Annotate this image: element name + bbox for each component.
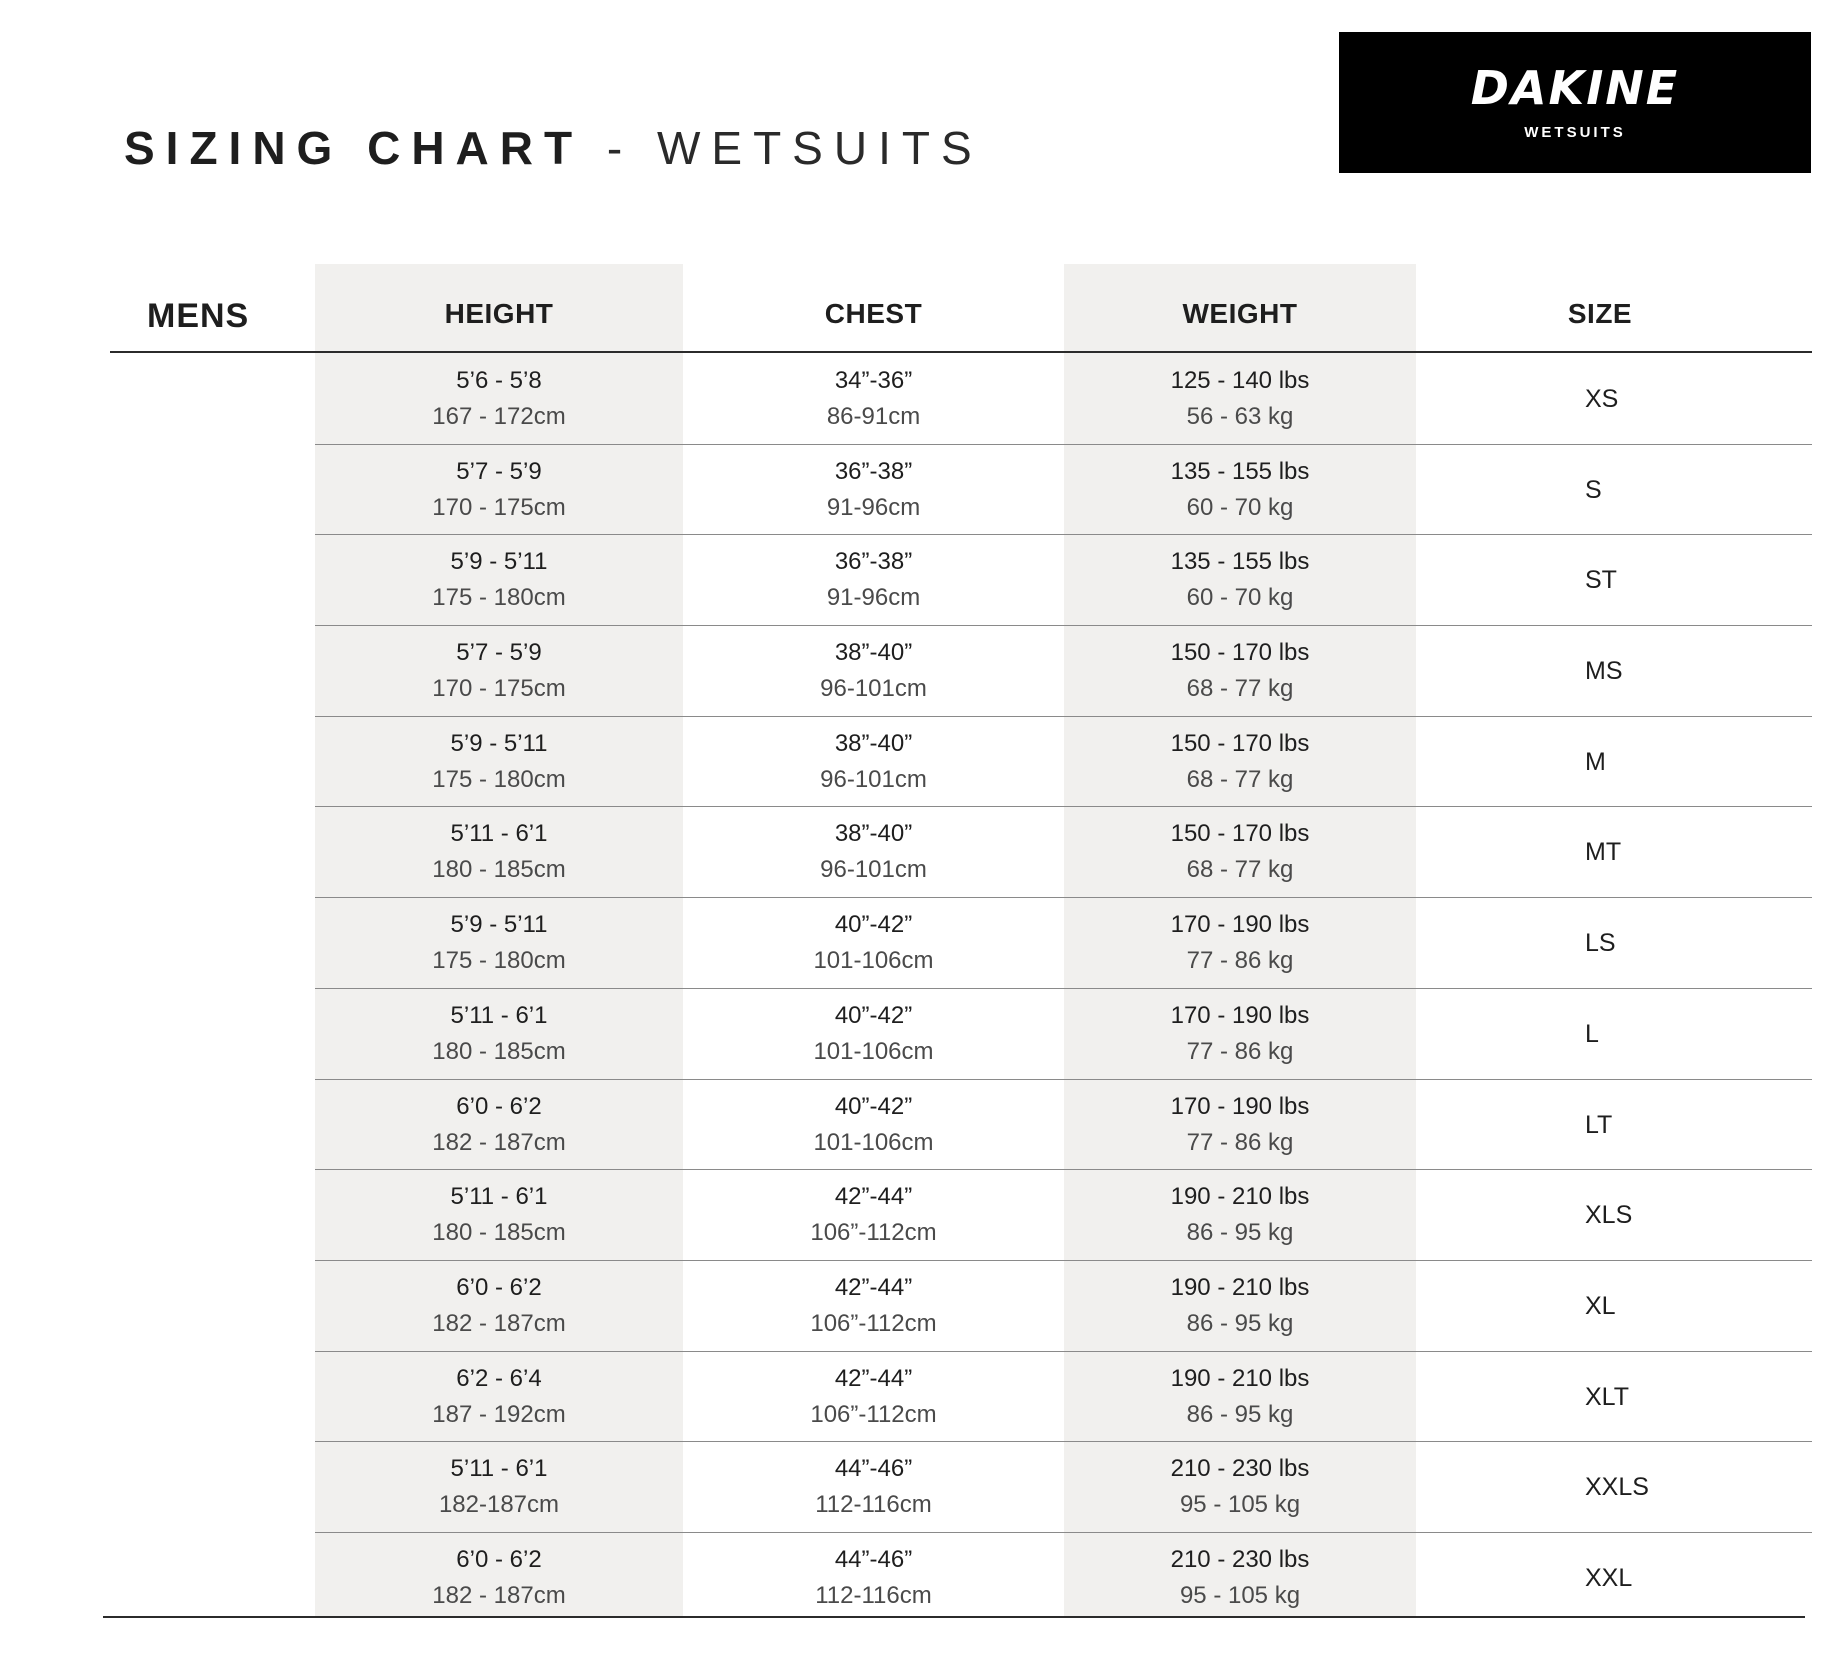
height-metric: 182 - 187cm — [432, 1581, 566, 1609]
table-row — [315, 535, 1812, 626]
chest-cell — [683, 1261, 1064, 1351]
chest-metric: 91-96cm — [826, 584, 921, 612]
table-row — [315, 626, 1812, 717]
height-cell — [315, 1261, 683, 1351]
height-imperial: 5’7 - 5’9 — [456, 639, 542, 667]
height-cell — [315, 989, 683, 1079]
table-row — [315, 1352, 1812, 1443]
height-imperial: 5’9 - 5’11 — [450, 911, 548, 939]
height-cell — [315, 354, 683, 444]
height-metric: 170 - 175cm — [432, 493, 566, 521]
height-metric: 167 - 172cm — [432, 403, 566, 430]
height-imperial: 5’11 - 6’1 — [450, 820, 548, 848]
chest-imperial: 34”-36” — [834, 367, 913, 394]
size-cell: L — [1585, 1019, 1599, 1048]
weight-metric: 56 - 63 kg — [1186, 403, 1294, 430]
weight-cell — [1064, 1442, 1416, 1532]
size-cell: ST — [1585, 566, 1617, 595]
weight-imperial: 170 - 190 lbs — [1170, 1001, 1310, 1029]
weight-cell — [1064, 807, 1416, 897]
weight-metric: 77 - 86 kg — [1186, 947, 1294, 975]
height-imperial: 6’0 - 6’2 — [456, 1273, 542, 1301]
height-cell — [315, 535, 683, 625]
height-metric: 175 - 180cm — [432, 947, 566, 975]
height-metric: 180 - 185cm — [432, 1219, 566, 1247]
height-cell — [315, 626, 683, 716]
weight-imperial: 150 - 170 lbs — [1170, 820, 1310, 848]
chest-cell — [683, 1080, 1064, 1170]
height-metric: 170 - 175cm — [432, 675, 566, 703]
size-cell: XL — [1585, 1291, 1616, 1320]
chest-cell — [683, 626, 1064, 716]
chest-metric: 106”-112cm — [810, 1400, 937, 1428]
height-cell — [315, 1352, 683, 1442]
chest-imperial: 42”-44” — [834, 1364, 913, 1392]
chest-metric: 106”-112cm — [810, 1309, 937, 1337]
weight-metric: 68 - 77 kg — [1186, 856, 1294, 884]
chest-imperial: 36”-38” — [834, 548, 913, 576]
chest-imperial: 40”-42” — [834, 1092, 913, 1120]
height-cell — [315, 445, 683, 535]
weight-cell — [1064, 898, 1416, 988]
height-metric: 180 - 185cm — [432, 856, 566, 884]
size-cell: XXLS — [1585, 1473, 1649, 1502]
height-metric: 187 - 192cm — [432, 1400, 566, 1428]
height-cell — [315, 717, 683, 807]
size-cell: XLT — [1585, 1382, 1629, 1411]
height-imperial: 6’0 - 6’2 — [456, 1545, 542, 1573]
weight-metric: 95 - 105 kg — [1179, 1491, 1301, 1519]
table-row — [315, 989, 1812, 1080]
column-header-height: HEIGHT — [444, 298, 554, 329]
table-row — [315, 1080, 1812, 1171]
column-header-size: SIZE — [1567, 298, 1633, 329]
brand-logo — [1339, 32, 1811, 173]
chest-imperial: 44”-46” — [834, 1455, 913, 1483]
height-cell — [315, 1533, 683, 1624]
table-row — [315, 1533, 1812, 1624]
chest-cell — [683, 898, 1064, 988]
weight-cell — [1064, 989, 1416, 1079]
size-cell: S — [1585, 475, 1602, 504]
weight-imperial: 135 - 155 lbs — [1170, 548, 1310, 576]
sizing-table-body — [315, 354, 1812, 1624]
weight-imperial: 135 - 155 lbs — [1170, 457, 1310, 485]
height-imperial: 5’9 - 5’11 — [450, 729, 548, 757]
height-imperial: 5’11 - 6’1 — [450, 1183, 548, 1211]
chest-imperial: 38”-40” — [834, 729, 913, 757]
chest-cell — [683, 1352, 1064, 1442]
height-metric: 182-187cm — [438, 1491, 560, 1519]
weight-cell — [1064, 535, 1416, 625]
chest-metric: 86-91cm — [826, 403, 921, 430]
chest-metric: 101-106cm — [813, 1128, 934, 1156]
weight-imperial: 190 - 210 lbs — [1170, 1183, 1310, 1211]
weight-imperial: 190 - 210 lbs — [1170, 1364, 1310, 1392]
weight-imperial: 190 - 210 lbs — [1170, 1273, 1310, 1301]
chest-metric: 96-101cm — [820, 765, 927, 793]
weight-imperial: 170 - 190 lbs — [1170, 1092, 1310, 1120]
chest-cell — [683, 445, 1064, 535]
size-cell: M — [1585, 747, 1606, 776]
height-cell — [315, 1170, 683, 1260]
size-cell: MT — [1585, 838, 1622, 867]
height-cell — [315, 1442, 683, 1532]
brand-logo-wordmark: DAKINE — [1470, 61, 1680, 115]
chest-metric: 112-116cm — [815, 1581, 932, 1609]
height-imperial: 5’11 - 6’1 — [450, 1455, 548, 1483]
height-metric: 175 - 180cm — [432, 584, 566, 612]
chest-metric: 101-106cm — [813, 947, 934, 975]
height-cell — [315, 898, 683, 988]
chest-cell — [683, 807, 1064, 897]
weight-metric: 86 - 95 kg — [1186, 1309, 1294, 1337]
brand-logo-subtext: WETSUITS — [1524, 124, 1626, 141]
weight-imperial: 150 - 170 lbs — [1170, 639, 1310, 667]
weight-cell — [1064, 445, 1416, 535]
chest-metric: 101-106cm — [813, 1037, 934, 1065]
header-divider — [110, 351, 1812, 353]
table-bottom-divider — [103, 1616, 1805, 1618]
table-row — [315, 354, 1812, 445]
size-cell: XS — [1585, 385, 1619, 413]
weight-cell — [1064, 626, 1416, 716]
chest-cell — [683, 1533, 1064, 1624]
chest-imperial: 38”-40” — [834, 820, 913, 848]
chest-metric: 106”-112cm — [810, 1219, 937, 1247]
size-cell: LT — [1585, 1110, 1613, 1139]
weight-cell — [1064, 1080, 1416, 1170]
height-metric: 182 - 187cm — [432, 1309, 566, 1337]
chest-metric: 112-116cm — [815, 1491, 932, 1519]
weight-cell — [1064, 1352, 1416, 1442]
weight-cell — [1064, 1261, 1416, 1351]
height-metric: 175 - 180cm — [432, 765, 566, 793]
weight-metric: 60 - 70 kg — [1186, 584, 1294, 612]
page-title-sub: - WETSUITS — [583, 122, 983, 174]
height-cell — [315, 1080, 683, 1170]
page-title-main: SIZING CHART — [124, 122, 584, 174]
weight-metric: 95 - 105 kg — [1179, 1581, 1301, 1609]
table-row — [315, 445, 1812, 536]
column-header-chest: CHEST — [824, 298, 923, 329]
weight-imperial: 125 - 140 lbs — [1170, 367, 1310, 394]
size-cell: XXL — [1585, 1563, 1633, 1592]
chest-imperial: 40”-42” — [834, 1001, 913, 1029]
chest-imperial: 40”-42” — [834, 911, 913, 939]
weight-metric: 77 - 86 kg — [1186, 1037, 1294, 1065]
chest-cell — [683, 1170, 1064, 1260]
height-imperial: 5’7 - 5’9 — [456, 457, 542, 485]
chest-imperial: 42”-44” — [834, 1183, 913, 1211]
table-row — [315, 1170, 1812, 1261]
height-imperial: 5’11 - 6’1 — [450, 1001, 548, 1029]
weight-cell — [1064, 1170, 1416, 1260]
height-imperial: 6’0 - 6’2 — [456, 1092, 542, 1120]
chest-cell — [683, 354, 1064, 444]
table-row — [315, 898, 1812, 989]
size-cell: LS — [1585, 929, 1616, 958]
weight-imperial: 210 - 230 lbs — [1170, 1455, 1310, 1483]
chest-imperial: 36”-38” — [834, 457, 913, 485]
height-metric: 182 - 187cm — [432, 1128, 566, 1156]
category-label: MENS — [147, 297, 250, 335]
size-cell: XLS — [1585, 1201, 1633, 1230]
chest-metric: 96-101cm — [820, 856, 927, 884]
chest-imperial: 44”-46” — [834, 1545, 913, 1573]
chest-cell — [683, 717, 1064, 807]
height-imperial: 5’9 - 5’11 — [450, 548, 548, 576]
table-row — [315, 1261, 1812, 1352]
weight-imperial: 210 - 230 lbs — [1170, 1545, 1310, 1573]
weight-metric: 60 - 70 kg — [1186, 493, 1294, 521]
weight-metric: 68 - 77 kg — [1186, 675, 1294, 703]
weight-imperial: 170 - 190 lbs — [1170, 911, 1310, 939]
table-row — [315, 807, 1812, 898]
weight-imperial: 150 - 170 lbs — [1170, 729, 1310, 757]
weight-metric: 77 - 86 kg — [1186, 1128, 1294, 1156]
chest-metric: 96-101cm — [820, 675, 927, 703]
height-imperial: 5’6 - 5’8 — [456, 367, 542, 394]
weight-cell — [1064, 717, 1416, 807]
size-cell: MS — [1585, 657, 1623, 686]
chest-cell — [683, 989, 1064, 1079]
weight-metric: 68 - 77 kg — [1186, 765, 1294, 793]
weight-cell — [1064, 354, 1416, 444]
table-row — [315, 1442, 1812, 1533]
chest-imperial: 42”-44” — [834, 1273, 913, 1301]
height-metric: 180 - 185cm — [432, 1037, 566, 1065]
column-header-weight: WEIGHT — [1182, 298, 1298, 329]
weight-cell — [1064, 1533, 1416, 1624]
weight-metric: 86 - 95 kg — [1186, 1219, 1294, 1247]
chest-imperial: 38”-40” — [834, 639, 913, 667]
weight-metric: 86 - 95 kg — [1186, 1400, 1294, 1428]
chest-cell — [683, 1442, 1064, 1532]
table-row — [315, 717, 1812, 808]
chest-cell — [683, 535, 1064, 625]
chest-metric: 91-96cm — [826, 493, 921, 521]
height-cell — [315, 807, 683, 897]
height-imperial: 6’2 - 6’4 — [456, 1364, 542, 1392]
page-title — [124, 120, 983, 176]
